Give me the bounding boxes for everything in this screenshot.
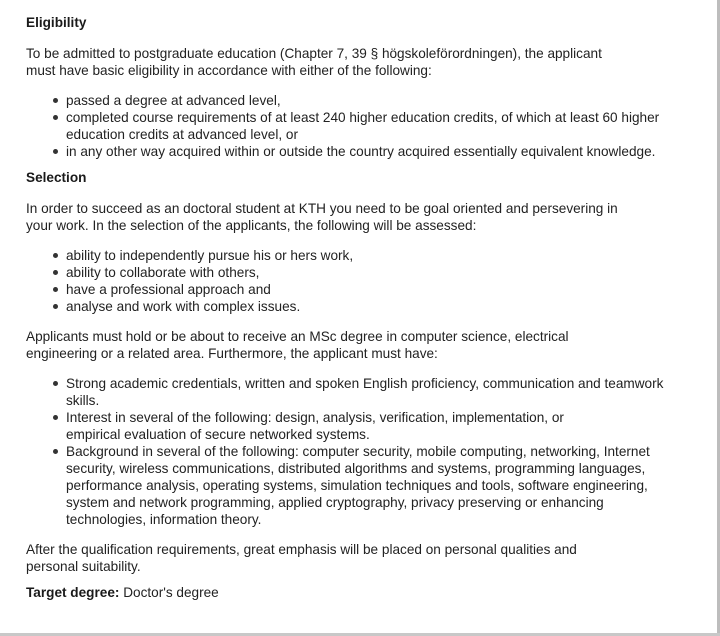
- list-item: [26, 375, 666, 409]
- list-item: [26, 298, 716, 315]
- requirements-intro: Applicants must hold or be about to receive an MSc degree in computer science, electrical engineering or a related area. Furthermore, the applicant must have:: [26, 329, 569, 361]
- list-item: [26, 247, 716, 264]
- assessed-list: [26, 247, 716, 315]
- list-item: [26, 281, 716, 298]
- list-item: [26, 109, 666, 143]
- eligibility-heading: Eligibility: [26, 15, 87, 30]
- target-degree-label: Target degree:: [26, 585, 120, 600]
- list-item-text: passed a degree at advanced level,: [66, 93, 281, 108]
- bullet-icon: [53, 270, 58, 275]
- bullet-icon: [53, 287, 58, 292]
- list-item-text: Background in several of the following: computer security, mobile computing, networking, Internet security, wireless communications, distributed algorithms and systems, programming languages, performance analysis, operating systems, simulation techniques and tools, software engineering, system and network programming, applied cryptography, privacy preserving or enhancing technologies, information theory.: [66, 444, 650, 527]
- eligibility-intro: To be admitted to postgraduate education (Chapter 7, 39 § högskoleförordningen), the applicant must have basic eligibility in accordance with either of the following:: [26, 46, 602, 78]
- list-item-text: ability to collaborate with others,: [66, 265, 260, 280]
- target-degree: [26, 584, 716, 601]
- closing-text: After the qualification requirements, great emphasis will be placed on personal qualities and personal suitability.: [26, 542, 577, 574]
- eligibility-list: [26, 92, 716, 160]
- bullet-icon: [53, 449, 58, 454]
- content-area: [26, 14, 716, 601]
- bullet-icon: [53, 149, 58, 154]
- list-item-text: Strong academic credentials, written and spoken English proficiency, communication and teamwork skills.: [66, 376, 664, 408]
- list-item-text: in any other way acquired within or outside the country acquired essentially equivalent knowledge.: [66, 144, 656, 159]
- bullet-icon: [53, 115, 58, 120]
- bullet-icon: [53, 98, 58, 103]
- requirements-list: [26, 375, 716, 528]
- list-item-text: have a professional approach and: [66, 282, 271, 297]
- bullet-icon: [53, 253, 58, 258]
- list-item: [26, 264, 716, 281]
- list-item: [26, 443, 666, 528]
- bullet-icon: [53, 304, 58, 309]
- list-item: [26, 409, 621, 443]
- list-item: [26, 92, 666, 109]
- selection-heading: Selection: [26, 170, 87, 185]
- list-item-text: analyse and work with complex issues.: [66, 299, 301, 314]
- bullet-icon: [53, 415, 58, 420]
- target-degree-value: Doctor's degree: [123, 585, 219, 600]
- list-item-text: ability to independently pursue his or hers work,: [66, 248, 354, 263]
- list-item-text: completed course requirements of at least 240 higher education credits, of which at least 60 higher education credits at advanced level, or: [66, 110, 660, 142]
- list-item: [26, 143, 656, 160]
- list-item-text: Interest in several of the following: design, analysis, verification, implementation, or empirical evaluation of secure networked systems.: [66, 410, 564, 442]
- bullet-icon: [53, 381, 58, 386]
- selection-intro: In order to succeed as an doctoral student at KTH you need to be goal oriented and persevering in your work. In the selection of the applicants, the following will be assessed:: [26, 201, 618, 233]
